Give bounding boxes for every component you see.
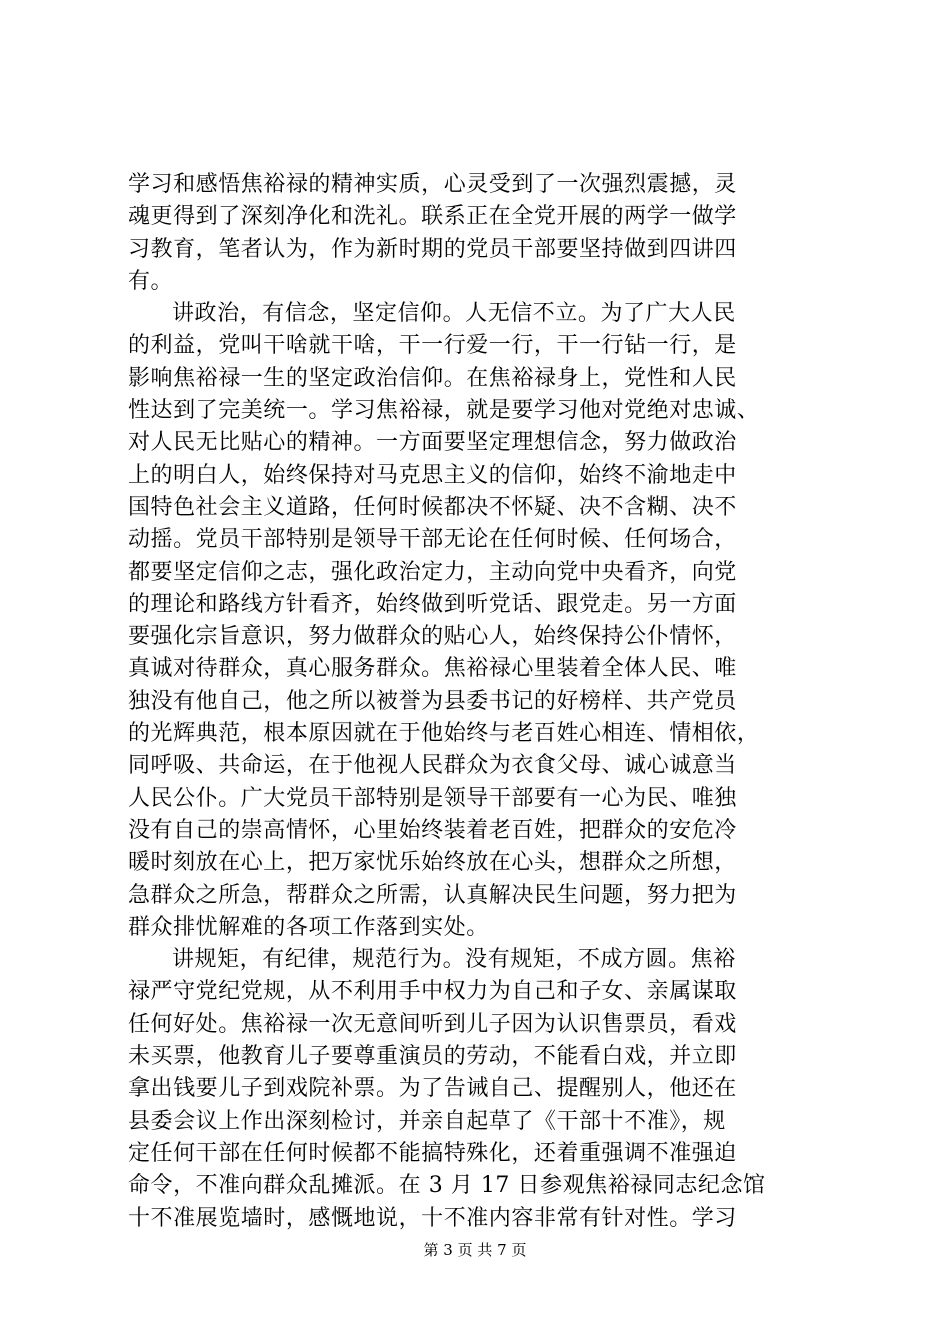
- text-line: 魂更得到了深刻净化和洗礼。联系正在全党开展的两学一做学: [128, 204, 737, 230]
- paragraph-first-line: 讲规矩，有纪律，规范行为。没有规矩，不成方圆。焦裕: [172, 947, 736, 973]
- text-line: 十不准展览墙时，感慨地说，十不准内容非常有针对性。学习: [128, 1205, 737, 1231]
- text-line: 急群众之所急，帮群众之所需，认真解决民生问题，努力把为: [128, 882, 737, 908]
- text-line: 要强化宗旨意识，努力做群众的贴心人，始终保持公仆情怀，: [128, 624, 737, 650]
- text-line: 群众排忧解难的各项工作落到实处。: [128, 914, 489, 940]
- text-line: 对人民无比贴心的精神。一方面要坚定理想信念，努力做政治: [128, 430, 737, 456]
- text-line: 学习和感悟焦裕禄的精神实质，心灵受到了一次强烈震撼，灵: [128, 172, 737, 197]
- text-line: 性达到了完美统一。学习焦裕禄，就是要学习他对党绝对忠诚、: [128, 398, 760, 424]
- text-line: 人民公仆。广大党员干部特别是领导干部要有一心为民、唯独: [128, 785, 737, 811]
- text-line: 有。: [128, 268, 174, 294]
- document-body: [128, 169, 836, 1235]
- text-line: 上的明白人，始终保持对马克思主义的信仰，始终不渝地走中: [128, 462, 737, 488]
- text-line: 暖时刻放在心上，把万家忧乐始终放在心头，想群众之所想，: [128, 850, 737, 876]
- text-line: 县委会议上作出深刻检讨，并亲自起草了《干部十不准》，规: [128, 1108, 726, 1134]
- text-line: 的利益，党叫干啥就干啥，干一行爱一行，干一行钻一行，是: [128, 333, 737, 359]
- text-line: 独没有他自己，他之所以被誉为县委书记的好榜样、共产党员: [128, 688, 737, 714]
- text-line: 影响焦裕禄一生的坚定政治信仰。在焦裕禄身上，党性和人民: [128, 365, 737, 391]
- text-line: 禄严守党纪党规，从不利用手中权力为自己和子女、亲属谋取: [128, 979, 737, 1005]
- text-line: 未买票，他教育儿子要尊重演员的劳动，不能看白戏，并立即: [128, 1044, 737, 1070]
- paragraph-first-line: 讲政治，有信念，坚定信仰。人无信不立。为了广大人民: [172, 301, 736, 327]
- text-line: 任何好处。焦裕禄一次无意间听到儿子因为认识售票员，看戏: [128, 1011, 737, 1037]
- text-line: 没有自己的崇高情怀，心里始终装着老百姓，把群众的安危冷: [128, 817, 737, 843]
- text-line: 拿出钱要儿子到戏院补票。为了告诫自己、提醒别人，他还在: [128, 1076, 737, 1102]
- text-line: 国特色社会主义道路，任何时候都决不怀疑、决不含糊、决不: [128, 494, 737, 520]
- text-line: 定任何干部在任何时候都不能搞特殊化，还着重强调不准强迫: [128, 1140, 737, 1166]
- page-number-footer: 第 3 页 共 7 页: [423, 1241, 527, 1259]
- text-line: 同呼吸、共命运，在于他视人民群众为衣食父母、诚心诚意当: [128, 753, 737, 779]
- text-line: 真诚对待群众，真心服务群众。焦裕禄心里装着全体人民、唯: [128, 656, 737, 682]
- text-line: 命令，不准向群众乱摊派。在 3 月 17 日参观焦裕禄同志纪念馆: [128, 1173, 766, 1199]
- text-line: 习教育，笔者认为，作为新时期的党员干部要坚持做到四讲四: [128, 236, 737, 262]
- text-line: 都要坚定信仰之志，强化政治定力，主动向党中央看齐，向党: [128, 559, 737, 585]
- text-line: 的理论和路线方针看齐，始终做到听党话、跟党走。另一方面: [128, 591, 737, 617]
- text-line: 动摇。党员干部特别是领导干部无论在任何时候、任何场合，: [128, 527, 737, 553]
- text-line: 的光辉典范，根本原因就在于他始终与老百姓心相连、情相依，: [128, 721, 760, 747]
